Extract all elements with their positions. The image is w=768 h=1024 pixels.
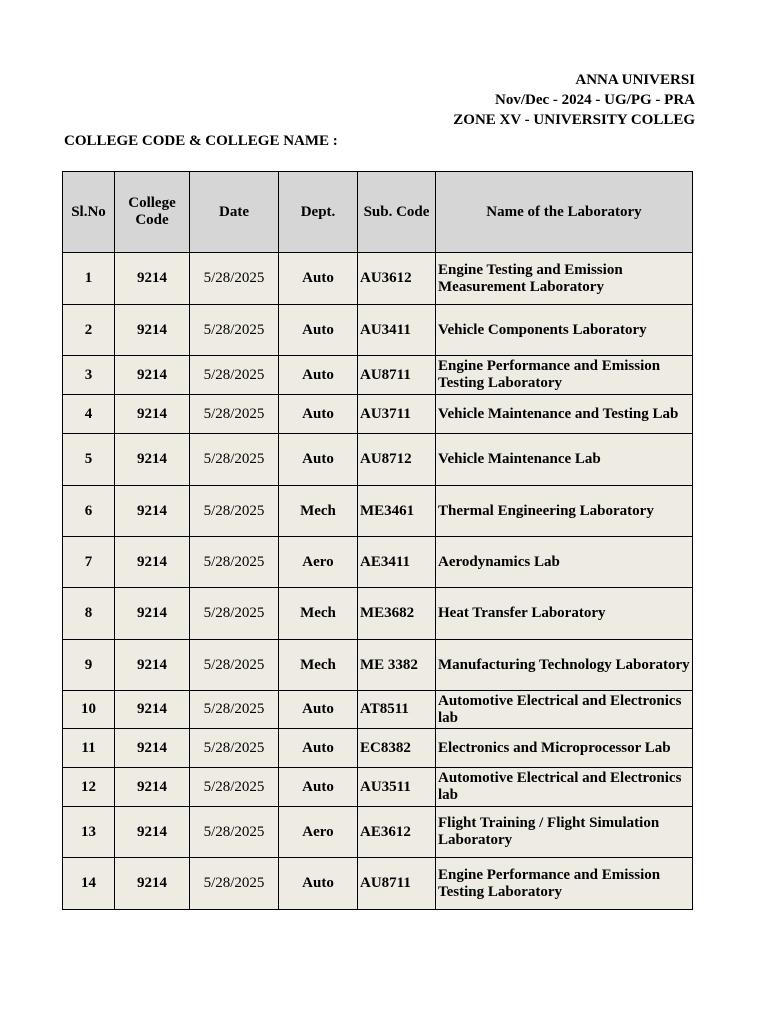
college-code-cell: 9214: [115, 486, 190, 537]
table-row: [63, 537, 693, 588]
table-row: [63, 768, 693, 807]
table-row: [63, 807, 693, 858]
header-college-code: College Code: [115, 172, 190, 253]
dept-cell: Auto: [279, 858, 358, 910]
date-cell: 5/28/2025: [190, 253, 279, 305]
college-code-cell: 9214: [115, 588, 190, 640]
lab-name-cell: Vehicle Components Laboratory: [436, 305, 693, 356]
header-dept: Dept.: [279, 172, 358, 253]
college-code-cell: 9214: [115, 395, 190, 434]
table-row: [63, 434, 693, 486]
college-code-cell: 9214: [115, 537, 190, 588]
university-title: ANNA UNIVERSI: [575, 72, 695, 88]
sl-no-cell: 7: [63, 537, 115, 588]
dept-cell: Mech: [279, 640, 358, 691]
college-code-cell: 9214: [115, 356, 190, 395]
dept-cell: Aero: [279, 537, 358, 588]
sl-no-cell: 6: [63, 486, 115, 537]
exam-session-title: Nov/Dec - 2024 - UG/PG - PRA: [495, 92, 695, 108]
sub-code-cell: ME3682: [358, 588, 436, 640]
lab-name-cell: Manufacturing Technology Laboratory: [436, 640, 693, 691]
sub-code-cell: AU8711: [358, 858, 436, 910]
college-code-cell: 9214: [115, 434, 190, 486]
table-row: [63, 356, 693, 395]
sub-code-cell: AT8511: [358, 691, 436, 729]
college-code-cell: 9214: [115, 640, 190, 691]
date-cell: 5/28/2025: [190, 588, 279, 640]
sl-no-cell: 13: [63, 807, 115, 858]
sub-code-cell: EC8382: [358, 729, 436, 768]
date-cell: 5/28/2025: [190, 395, 279, 434]
table-body: [63, 253, 693, 910]
sl-no-cell: 9: [63, 640, 115, 691]
dept-cell: Auto: [279, 434, 358, 486]
lab-name-cell: Vehicle Maintenance and Testing Lab: [436, 395, 693, 434]
college-code-cell: 9214: [115, 253, 190, 305]
dept-cell: Mech: [279, 588, 358, 640]
date-cell: 5/28/2025: [190, 640, 279, 691]
sub-code-cell: AU3511: [358, 768, 436, 807]
date-cell: 5/28/2025: [190, 768, 279, 807]
date-cell: 5/28/2025: [190, 434, 279, 486]
dept-cell: Auto: [279, 305, 358, 356]
dept-cell: Auto: [279, 729, 358, 768]
table-header-row: [63, 172, 693, 253]
sl-no-cell: 2: [63, 305, 115, 356]
table-row: [63, 729, 693, 768]
table-row: [63, 858, 693, 910]
dept-cell: Auto: [279, 691, 358, 729]
college-code-cell: 9214: [115, 691, 190, 729]
dept-cell: Auto: [279, 253, 358, 305]
header-date: Date: [190, 172, 279, 253]
table-row: [63, 253, 693, 305]
lab-name-cell: Engine Performance and Emission Testing Laboratory: [436, 858, 693, 910]
dept-cell: Aero: [279, 807, 358, 858]
date-cell: 5/28/2025: [190, 486, 279, 537]
sub-code-cell: AU3711: [358, 395, 436, 434]
lab-name-cell: Automotive Electrical and Electronics lab: [436, 768, 693, 807]
date-cell: 5/28/2025: [190, 537, 279, 588]
sl-no-cell: 8: [63, 588, 115, 640]
sl-no-cell: 11: [63, 729, 115, 768]
table-row: [63, 486, 693, 537]
college-code-cell: 9214: [115, 768, 190, 807]
sub-code-cell: AU8712: [358, 434, 436, 486]
sl-no-cell: 1: [63, 253, 115, 305]
date-cell: 5/28/2025: [190, 356, 279, 395]
dept-cell: Auto: [279, 768, 358, 807]
dept-cell: Auto: [279, 356, 358, 395]
lab-name-cell: Heat Transfer Laboratory: [436, 588, 693, 640]
table-row: [63, 691, 693, 729]
sub-code-cell: AU3612: [358, 253, 436, 305]
college-code-cell: 9214: [115, 858, 190, 910]
lab-name-cell: Engine Testing and Emission Measurement Laboratory: [436, 253, 693, 305]
document-header: [300, 70, 695, 130]
dept-cell: Mech: [279, 486, 358, 537]
lab-name-cell: Aerodynamics Lab: [436, 537, 693, 588]
college-code-cell: 9214: [115, 729, 190, 768]
sl-no-cell: 4: [63, 395, 115, 434]
date-cell: 5/28/2025: [190, 807, 279, 858]
laboratory-table: [62, 171, 693, 910]
zone-title: ZONE XV - UNIVERSITY COLLEG: [453, 112, 695, 128]
table-row: [63, 588, 693, 640]
sl-no-cell: 12: [63, 768, 115, 807]
header-sl-no: Sl.No: [63, 172, 115, 253]
date-cell: 5/28/2025: [190, 729, 279, 768]
lab-name-cell: Engine Performance and Emission Testing Laboratory: [436, 356, 693, 395]
table-row: [63, 395, 693, 434]
date-cell: 5/28/2025: [190, 691, 279, 729]
table-row: [63, 640, 693, 691]
header-lab-name: Name of the Laboratory: [436, 172, 693, 253]
lab-name-cell: Electronics and Microprocessor Lab: [436, 729, 693, 768]
sl-no-cell: 5: [63, 434, 115, 486]
lab-name-cell: Thermal Engineering Laboratory: [436, 486, 693, 537]
college-code-cell: 9214: [115, 807, 190, 858]
sub-code-cell: AE3411: [358, 537, 436, 588]
sl-no-cell: 3: [63, 356, 115, 395]
table-row: [63, 305, 693, 356]
sub-code-cell: AU3411: [358, 305, 436, 356]
college-code-cell: 9214: [115, 305, 190, 356]
sub-code-cell: AU8711: [358, 356, 436, 395]
lab-name-cell: Flight Training / Flight Simulation Laboratory: [436, 807, 693, 858]
sl-no-cell: 10: [63, 691, 115, 729]
date-cell: 5/28/2025: [190, 305, 279, 356]
sub-code-cell: AE3612: [358, 807, 436, 858]
sub-code-cell: ME 3382: [358, 640, 436, 691]
college-code-label: COLLEGE CODE & COLLEGE NAME :: [64, 133, 338, 149]
lab-name-cell: Vehicle Maintenance Lab: [436, 434, 693, 486]
sub-code-cell: ME3461: [358, 486, 436, 537]
sl-no-cell: 14: [63, 858, 115, 910]
header-sub-code: Sub. Code: [358, 172, 436, 253]
date-cell: 5/28/2025: [190, 858, 279, 910]
dept-cell: Auto: [279, 395, 358, 434]
lab-name-cell: Automotive Electrical and Electronics lab: [436, 691, 693, 729]
